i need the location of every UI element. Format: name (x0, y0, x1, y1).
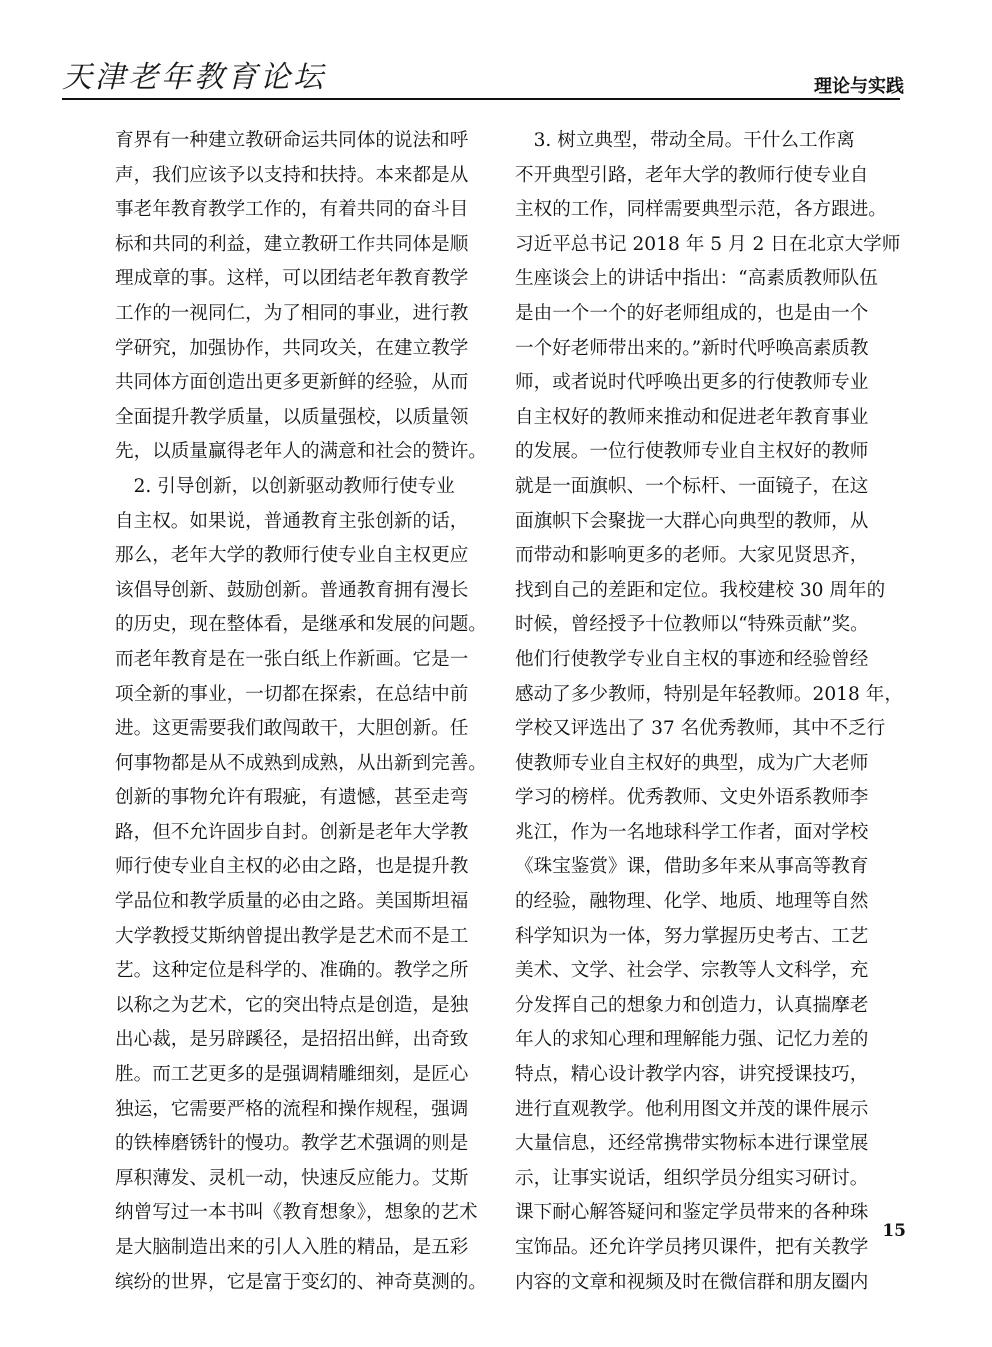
text-line: 3. 树立典型，带动全局。干什么工作离 (515, 130, 855, 151)
text-line: 学品位和教学质量的必由之路。美国斯坦福 (115, 891, 469, 913)
text-line: 出心裁，是另辟蹊径，是招招出鲜，出奇致 (115, 1029, 469, 1051)
text-line: 分发挥自己的想象力和创造力，认真揣摩老 (515, 994, 869, 1016)
text-line: 该倡导创新、鼓励创新。普通教育拥有漫长 (115, 579, 469, 601)
text-line: 大量信息，还经常携带实物标本进行课堂展 (515, 1133, 869, 1155)
text-line: 师，或者说时代呼唤出更多的行使教师专业 (515, 372, 869, 394)
page-number: 15 (882, 1221, 906, 1241)
text-line: 胜。而工艺更多的是强调精雕细刻，是匠心 (115, 1064, 469, 1086)
text-line: 美术、文学、社会学、宗教等人文科学，充 (515, 960, 869, 982)
text-line: 示，让事实说话，组织学员分组实习研讨。 (515, 1167, 869, 1189)
text-line: 是大脑制造出来的引人入胜的精品，是五彩 (115, 1237, 469, 1258)
text-line: 科学知识为一体，努力掌握历史考古、工艺 (515, 925, 869, 947)
text-line: 缤纷的世界，它是富于变幻的、神奇莫测的。 (115, 1271, 487, 1293)
text-line: 艺。这种定位是科学的、准确的。教学之所 (115, 960, 469, 982)
text-line: 宝饰品。还允许学员拷贝课件，把有关教学 (515, 1237, 869, 1258)
text-line: 特点，精心设计教学内容，讲究授课技巧， (515, 1064, 869, 1086)
text-line: 2. 引导创新，以创新驱动教师行使专业 (115, 475, 455, 497)
text-line: 习近平总书记 2018 年 5 月 2 日在北京大学师 (515, 233, 901, 255)
text-line: 的历史，现在整体看，是继承和发展的问题。 (115, 614, 487, 636)
text-line: 学习的榜样。优秀教师、文史外语系教师李 (515, 787, 869, 809)
text-line: 师行使专业自主权的必由之路，也是提升教 (115, 856, 469, 878)
text-line: 就是一面旗帜、一个标杆、一面镜子，在这 (515, 475, 869, 497)
right-column (515, 124, 903, 1300)
text-line: 事老年教育教学工作的，有着共同的奋斗目 (115, 199, 469, 221)
text-line: 而老年教育是在一张白纸上作新画。它是一 (115, 648, 469, 670)
text-line: 独运，它需要严格的流程和操作规程，强调 (115, 1098, 469, 1120)
section-label: 理论与实践 (814, 76, 904, 97)
text-line: 标和共同的利益，建立教研工作共同体是顺 (115, 233, 469, 255)
text-line: 项全新的事业，一切都在探索，在总结中前 (115, 683, 469, 705)
text-line: 纳曾写过一本书叫《教育想象》，想象的艺术 (115, 1202, 478, 1224)
text-line: 声，我们应该予以支持和扶持。本来都是从 (115, 164, 469, 186)
text-line: 何事物都是从不成熟到成熟，从出新到完善。 (115, 752, 487, 774)
text-line: 《珠宝鉴赏》课，借助多年来从事高等教育 (515, 856, 869, 878)
text-line: 一个好老师带出来的。”新时代呼唤高素质教 (515, 337, 869, 359)
text-line: 进行直观教学。他利用图文并茂的课件展示 (515, 1098, 869, 1120)
text-line: 感动了多少教师，特别是年轻教师。2018 年， (515, 683, 903, 705)
text-line: 的发展。一位行使教师专业自主权好的教师 (515, 441, 869, 463)
text-line: 育界有一种建立教研命运共同体的说法和呼 (115, 130, 469, 151)
text-line: 找到自己的差距和定位。我校建校 30 周年的 (515, 579, 886, 601)
text-line: 那么，老年大学的教师行使专业自主权更应 (115, 545, 469, 567)
text-line: 理成章的事。这样，可以团结老年教育教学 (115, 268, 469, 290)
text-line: 自主权。如果说，普通教育主张创新的话， (115, 510, 469, 532)
text-line: 的经验，融物理、化学、地质、地理等自然 (515, 891, 869, 913)
header-rule (62, 98, 900, 100)
text-line: 厚积薄发、灵机一动，快速反应能力。艾斯 (115, 1167, 469, 1189)
text-line: 自主权好的教师来推动和促进老年教育事业 (515, 406, 869, 428)
text-line: 使教师专业自主权好的典型，成为广大老师 (515, 752, 869, 774)
text-line: 他们行使教学专业自主权的事迹和经验曾经 (515, 648, 869, 670)
text-line: 进。这更需要我们敢闯敢干，大胆创新。任 (115, 718, 469, 740)
text-line: 内容的文章和视频及时在微信群和朋友圈内 (515, 1271, 869, 1293)
text-line: 学校又评选出了 37 名优秀教师，其中不乏行 (515, 718, 886, 740)
text-line: 课下耐心解答疑问和鉴定学员带来的各种珠 (515, 1202, 869, 1224)
journal-masthead: 天津老年教育论坛 (62, 60, 326, 95)
text-line: 以称之为艺术，它的突出特点是创造，是独 (115, 994, 469, 1016)
text-line: 全面提升教学质量，以质量强校，以质量领 (115, 406, 469, 428)
text-line: 兆江，作为一名地球科学工作者，面对学校 (515, 821, 869, 843)
text-line: 不开典型引路，老年大学的教师行使专业自 (515, 164, 869, 186)
left-column (115, 124, 487, 1300)
text-line: 而带动和影响更多的老师。大家见贤思齐， (515, 545, 869, 567)
text-line: 时候，曾经授予十位教师以“特殊贡献”奖。 (515, 614, 869, 636)
text-line: 学研究，加强协作，共同攻关，在建立教学 (115, 337, 469, 359)
text-line: 创新的事物允许有瑕疵，有遗憾，甚至走弯 (115, 787, 469, 809)
text-line: 是由一个一个的好老师组成的，也是由一个 (515, 302, 869, 324)
text-line: 先，以质量赢得老年人的满意和社会的赞许。 (115, 441, 487, 463)
text-line: 路，但不允许固步自封。创新是老年大学教 (115, 821, 469, 843)
text-line: 主权的工作，同样需要典型示范，各方跟进。 (515, 199, 887, 221)
text-line: 年人的求知心理和理解能力强、记忆力差的 (515, 1029, 869, 1051)
text-line: 工作的一视同仁，为了相同的事业，进行教 (115, 302, 469, 324)
text-line: 面旗帜下会聚拢一大群心向典型的教师，从 (515, 510, 869, 532)
text-line: 共同体方面创造出更多更新鲜的经验，从而 (115, 372, 469, 394)
text-line: 的铁棒磨锈针的慢功。教学艺术强调的则是 (115, 1133, 469, 1155)
text-line: 大学教授艾斯纳曾提出教学是艺术而不是工 (115, 925, 469, 947)
text-line: 生座谈会上的讲话中指出：“高素质教师队伍 (515, 268, 878, 290)
